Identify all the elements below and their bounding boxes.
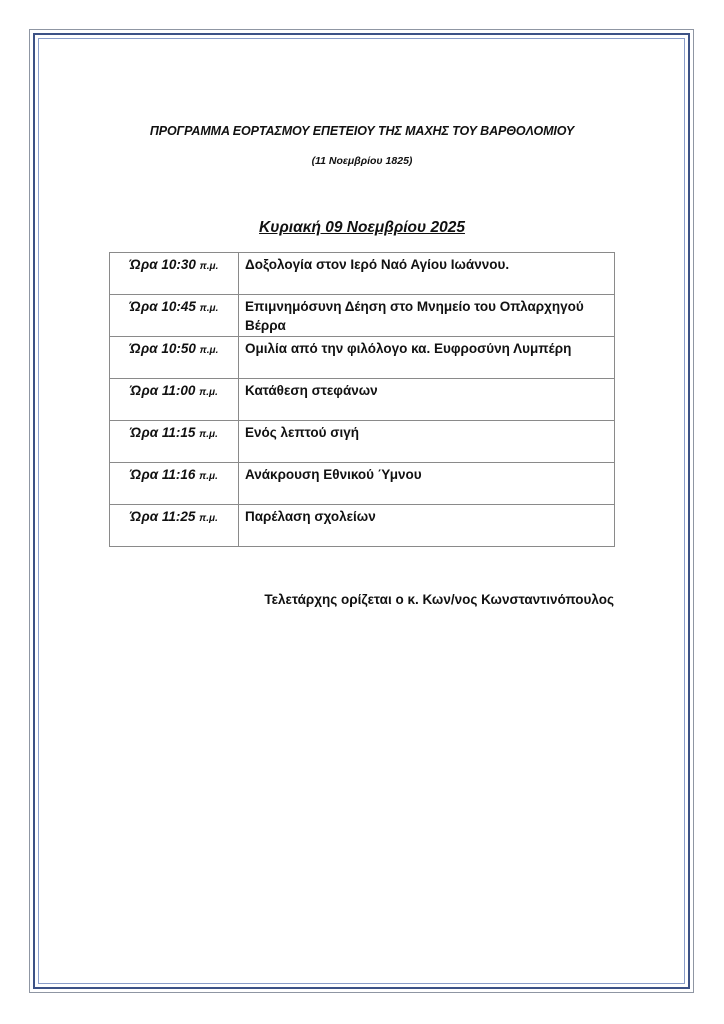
time-value: Ώρα 11:16 [130, 467, 196, 482]
schedule-event: Επιμνημόσυνη Δέηση στο Μνημείο του Οπλαρχηγού Βέρρα [239, 295, 615, 337]
schedule-row [110, 295, 615, 337]
schedule-event: Παρέλαση σχολείων [239, 505, 615, 547]
schedule-time [110, 337, 239, 379]
time-period: π.μ. [199, 471, 218, 482]
time-value: Ώρα 11:15 [130, 425, 196, 440]
schedule-time [110, 295, 239, 337]
schedule-event: Ανάκρουση Εθνικού Ύμνου [239, 463, 615, 505]
schedule-time [110, 505, 239, 547]
time-period: π.μ. [199, 429, 218, 440]
time-period: π.μ. [199, 303, 219, 314]
schedule-time [110, 253, 239, 295]
schedule-time [110, 379, 239, 421]
schedule-row [110, 463, 615, 505]
date-heading: Κυριακή 09 Νοεμβρίου 2025 [259, 219, 465, 236]
time-value: Ώρα 11:25 [130, 509, 196, 524]
schedule-event: Ομιλία από την φιλόλογο κα. Ευφροσύνη Λυμπέρη [239, 337, 615, 379]
schedule-row [110, 253, 615, 295]
schedule-row [110, 505, 615, 547]
schedule-time [110, 463, 239, 505]
time-value: Ώρα 10:30 [129, 257, 196, 272]
time-period: π.μ. [199, 261, 219, 272]
schedule-event: Κατάθεση στεφάνων [239, 379, 615, 421]
time-period: π.μ. [199, 513, 218, 524]
time-period: π.μ. [199, 345, 219, 356]
schedule-row [110, 337, 615, 379]
document-title: ΠΡΟΓΡΑΜΜΑ ΕΟΡΤΑΣΜΟΥ ΕΠΕΤΕΙΟΥ ΤΗΣ ΜΑΧΗΣ ΤΟΥ ΒΑΡΘΟΛΟΜΙΟΥ [149, 124, 575, 138]
time-period: π.μ. [199, 387, 218, 398]
schedule-table [109, 252, 615, 547]
schedule-row [110, 379, 615, 421]
schedule-row [110, 421, 615, 463]
master-of-ceremonies-note: Τελετάρχης ορίζεται ο κ. Κων/νος Κωνσταντινόπουλος [264, 592, 614, 607]
time-value: Ώρα 10:45 [129, 299, 196, 314]
time-value: Ώρα 10:50 [129, 341, 196, 356]
schedule-event: Δοξολογία στον Ιερό Ναό Αγίου Ιωάννου. [239, 253, 615, 295]
time-value: Ώρα 11:00 [130, 383, 196, 398]
document-subtitle: (11 Νοεμβρίου 1825) [311, 155, 413, 167]
schedule-time [110, 421, 239, 463]
schedule-event: Ενός λεπτού σιγή [239, 421, 615, 463]
